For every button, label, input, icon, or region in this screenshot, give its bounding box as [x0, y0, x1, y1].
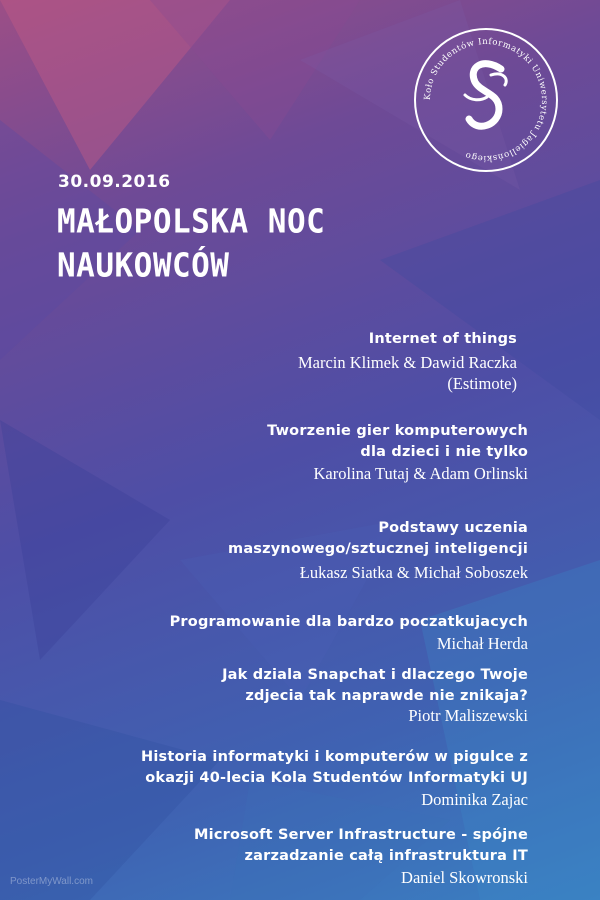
talk-title: Podstawy uczenia maszynowego/sztucznej inteligencji: [228, 520, 528, 557]
talk-item: [48, 665, 528, 726]
talk-speaker: Dominika Zajac: [421, 790, 528, 809]
talk-title: Microsoft Server Infrastructure - spójne zarzadzanie całą infrastruktura IT: [194, 827, 528, 864]
talk-speaker: Piotr Maliszewski: [408, 706, 528, 725]
event-title: [57, 200, 325, 288]
talk-speaker: Marcin Klimek & Dawid Raczka (Estimote): [297, 353, 517, 393]
talk-speaker: Michał Herda: [436, 634, 528, 653]
talk-item: [48, 612, 528, 654]
talk-title: Internet of things: [368, 331, 517, 347]
watermark-credit: PosterMyWall.com: [10, 876, 93, 887]
talk-item: [48, 421, 528, 484]
talk-title: Historia informatyki i komputerów w pigulce z okazji 40-lecia Kola Studentów Informatyki UJ: [141, 749, 528, 786]
talk-item: [48, 518, 528, 583]
talk-title: Jak dziala Snapchat i dlaczego Twoje zdjecia tak naprawde nie znikaja?: [222, 667, 528, 704]
club-logo: [413, 27, 559, 173]
event-title-line: MAŁOPOLSKA NOC: [57, 203, 326, 241]
talk-item: [48, 747, 528, 810]
talk-title: Programowanie dla bardzo poczatkujacych: [169, 614, 528, 630]
talk-speaker: Daniel Skowronski: [401, 868, 528, 887]
talk-item: [37, 329, 517, 394]
talk-item: [48, 825, 528, 888]
talk-speaker: Karolina Tutaj & Adam Orlinski: [313, 464, 528, 483]
event-title-line: NAUKOWCÓW: [57, 247, 230, 286]
talk-speaker: Łukasz Siatka & Michał Soboszek: [299, 563, 528, 582]
event-date: 30.09.2016: [58, 172, 171, 192]
talk-title: Tworzenie gier komputerowych dla dzieci i nie tylko: [267, 423, 528, 460]
svg-text:Koło Studentów Informatyki Uni: [423, 37, 549, 163]
logo-ring-text: Koło Studentów Informatyki Uniwersytetu Jagiellońskiego: [422, 36, 550, 164]
